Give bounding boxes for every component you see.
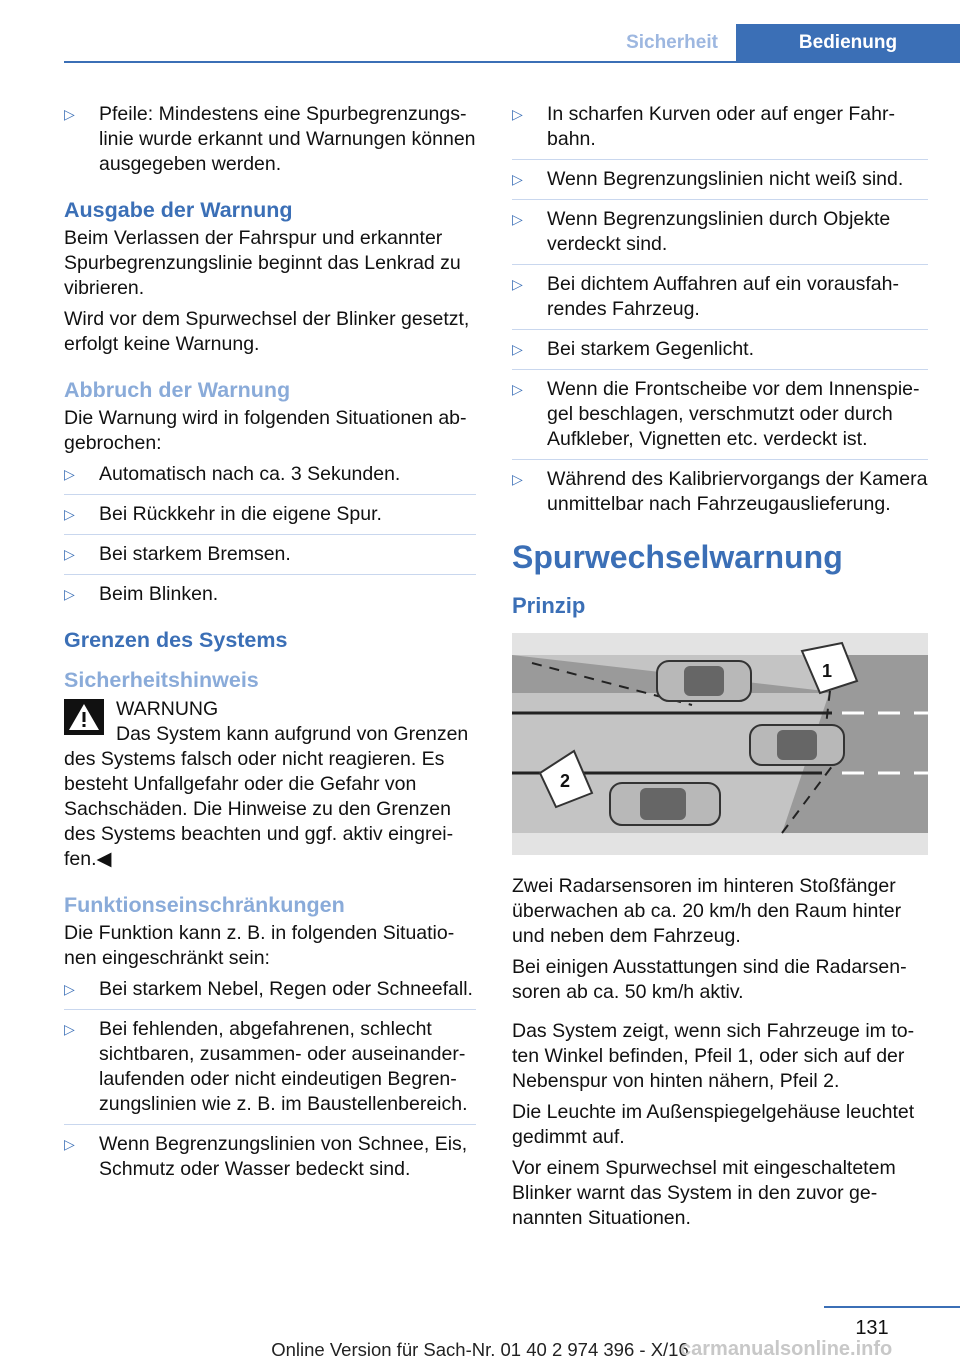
triangle-bullet-icon: ▷ (64, 466, 75, 482)
divider (512, 329, 928, 330)
divider (64, 574, 476, 575)
page-number: 131 (855, 1317, 889, 1339)
divider (512, 264, 928, 265)
tab-bedienung[interactable]: Bedienung (736, 24, 960, 62)
divider (64, 494, 476, 495)
paragraph: Die Leuchte im Außenspiegelgehäuse leuchtet gedimmt auf. (512, 1101, 915, 1148)
triangle-bullet-icon: ▷ (64, 506, 75, 522)
warning-first-line: Das System kann aufgrund von Grenzen (116, 723, 469, 745)
right-column (512, 102, 928, 1237)
list-item: ▷ Bei starkem Gegenlicht. (512, 338, 755, 360)
list-item: ▷ Beim Blinken. (64, 583, 219, 605)
heading-ausgabe: Ausgabe der Warnung (64, 198, 293, 222)
triangle-bullet-icon: ▷ (512, 171, 523, 187)
triangle-bullet-icon: ▷ (512, 471, 523, 487)
heading-sicherheitshinweis: Sicherheitshinweis (64, 668, 259, 692)
car-icon (750, 725, 844, 765)
paragraph: Vor einem Spurwechsel mit eingeschaltetem Blinker warnt das System in den zuvor genannten Situationen. (512, 1157, 896, 1229)
heading-prinzip: Prinzip (512, 593, 586, 618)
list-item: ▷ Bei Rückkehr in die eigene Spur. (64, 503, 382, 525)
paragraph: Beim Verlassen der Fahrspur und erkannter Spurbegrenzungslinie beginnt das Lenkrad zu vibrieren. (64, 227, 461, 299)
watermark: carmanualsonline.info (680, 1338, 893, 1360)
list-item: ▷ Bei starkem Bremsen. (64, 543, 291, 565)
divider (64, 1124, 476, 1125)
arrow-2-label: 2 (560, 771, 571, 791)
car-icon (657, 661, 751, 701)
list-item: ▷ Bei starkem Nebel, Regen oder Schneefall. (64, 978, 473, 1000)
paragraph: Bei einigen Ausstattungen sind die Radarsensoren ab ca. 50 km/h aktiv. (512, 956, 907, 1003)
car-icon (610, 783, 720, 825)
triangle-bullet-icon: ▷ (64, 586, 75, 602)
paragraph: Die Warnung wird in folgenden Situationen abgebrochen: (64, 407, 467, 454)
list-item: ▷ Wenn Begrenzungslinien von Schnee, Eis, Schmutz oder Wasser bedeckt sind. (64, 1133, 468, 1180)
heading-grenzen: Grenzen des Systems (64, 628, 288, 652)
list-item: ▷ In scharfen Kurven oder auf enger Fahrbahn. (512, 103, 895, 150)
list-item: ▷ Bei fehlenden, abgefahrenen, schlecht sichtbaren, zusammen- oder auseinanderlaufenden oder nicht eindeutigen Begrenzungslinien wie z. B. im Baustellenbereich. (64, 1018, 468, 1115)
divider (512, 199, 928, 200)
paragraph: Wird vor dem Spurwechsel der Blinker gesetzt, erfolgt keine Warnung. (64, 308, 470, 355)
warning-block (64, 697, 476, 747)
triangle-bullet-icon: ▷ (512, 211, 523, 227)
divider (64, 1009, 476, 1010)
footer-online-version: Online Version für Sach-Nr. 01 40 2 974 396 - X/16 (271, 1339, 689, 1360)
triangle-bullet-icon: ▷ (64, 1136, 75, 1152)
heading-spurwechselwarnung: Spurwechselwarnung (512, 539, 843, 575)
triangle-bullet-icon: ▷ (64, 546, 75, 562)
divider (64, 534, 476, 535)
warning-icon (64, 699, 104, 735)
list-item: ▷ Bei dichtem Auffahren auf ein vorausfahrendes Fahrzeug. (512, 273, 899, 320)
heading-abbruch: Abbruch der Warnung (64, 378, 291, 402)
warning-text: des Systems falsch oder nicht reagieren. Es besteht Unfallgefahr oder die Gefahr von Sachschäden. Die Hinweise zu den Grenzen des Systems beachten und ggf. aktiv eingreifen.◀ (64, 748, 454, 870)
list-item: ▷ Wenn Begrenzungslinien durch Objekte verdeckt sind. (512, 208, 891, 255)
list-item: ▷ Wenn die Frontscheibe vor dem Innenspiegel beschlagen, verschmutzt oder durch Aufkleber, Vignetten etc. verdeckt ist. (512, 378, 920, 450)
triangle-bullet-icon: ▷ (64, 106, 75, 122)
triangle-bullet-icon: ▷ (512, 341, 523, 357)
triangle-bullet-icon: ▷ (512, 381, 523, 397)
triangle-bullet-icon: ▷ (512, 276, 523, 292)
tab-sicherheit[interactable]: Sicherheit (610, 24, 734, 62)
divider (512, 369, 928, 370)
lane-change-illustration (512, 633, 928, 855)
triangle-bullet-icon: ▷ (512, 106, 523, 122)
paragraph: Zwei Radarsensoren im hinteren Stoßfänger überwachen ab ca. 20 km/h den Raum hinter und neben dem Fahrzeug. (512, 875, 902, 947)
left-column (64, 102, 476, 1189)
arrow-1-label: 1 (822, 661, 833, 681)
list-item: ▷ Pfeile: Mindestens eine Spurbegrenzungslinie wurde erkannt und Warnungen können ausgegeben werden. (64, 103, 476, 175)
divider (512, 159, 928, 160)
list-item: ▷ Wenn Begrenzungslinien nicht weiß sind. (512, 168, 904, 190)
header-rule (64, 61, 960, 63)
warning-title: WARNUNG (116, 698, 219, 720)
paragraph: Das System zeigt, wenn sich Fahrzeuge im toten Winkel befinden, Pfeil 1, oder sich auf der Nebenspur von hinten nähern, Pfeil 2. (512, 1020, 915, 1092)
triangle-bullet-icon: ▷ (64, 981, 75, 997)
divider (512, 459, 928, 460)
list-item: ▷ Automatisch nach ca. 3 Sekunden. (64, 463, 401, 485)
list-item: ▷ Während des Kalibriervorgangs der Kamera unmittelbar nach Fahrzeugauslieferung. (512, 468, 928, 515)
heading-funktion: Funktionseinschränkungen (64, 893, 345, 917)
footer-rule (824, 1306, 960, 1308)
paragraph: Die Funktion kann z. B. in folgenden Situationen eingeschränkt sein: (64, 922, 455, 969)
triangle-bullet-icon: ▷ (64, 1021, 75, 1037)
